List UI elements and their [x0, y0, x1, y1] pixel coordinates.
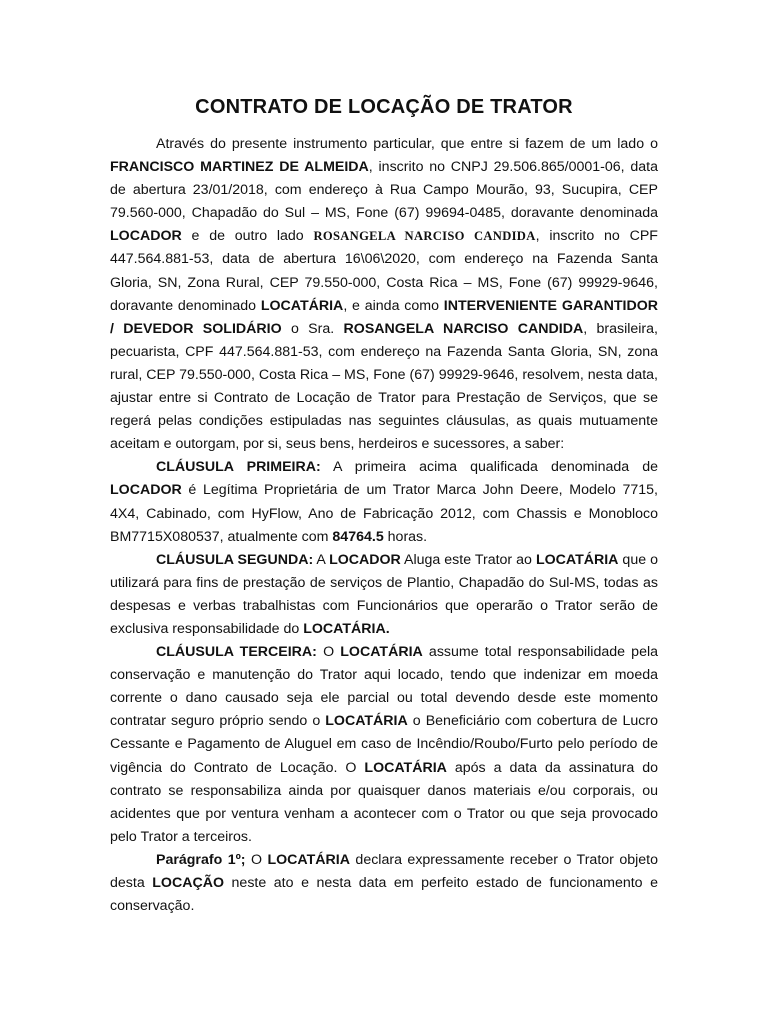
bold-text-run: LOCATÁRIA	[325, 713, 408, 730]
bold-text-run: Parágrafo 1º;	[156, 851, 246, 868]
text-run: O	[316, 644, 341, 661]
bold-text-run: LOCADOR	[110, 482, 182, 499]
text-run: Aluga este Trator ao	[400, 551, 536, 568]
paragraph-clause-first	[110, 456, 658, 548]
text-run: que o utilizará para fins de prestação de serviços de Plantio, Chapadão do Sul-MS, todas as despesas e verbas trabalhistas com Funcionários que operarão o Trator serão de exclusiva responsabilidade do	[110, 551, 658, 637]
text-run: declara expressamente receber o Trator objeto desta	[110, 851, 658, 891]
bold-text-run: LOCATÁRIA.	[303, 620, 390, 637]
text-run: assume total responsabilidade pela conservação e manutenção do Trator aqui locado, tendo que indenizar em moeda corrente o dano causado seja ele parcial ou total devendo desde este momento contratar seguro próprio sendo o	[110, 644, 658, 730]
text-run: é Legítima Proprietária de um Trator Marca John Deere, Modelo 7715, 4X4, Cabinado, com HyFlow, Ano de Fabricação 2012, com Chassis e Monobloco BM7715X080537, atualmente com	[110, 482, 658, 545]
bold-text-run: CLÁUSULA TERCEIRA:	[156, 644, 317, 661]
contract-page	[110, 96, 658, 918]
party-name-run: ROSANGELA NARCISO CANDIDA	[313, 229, 536, 244]
bold-text-run: LOCADOR	[110, 228, 182, 245]
text-run: , e ainda como	[343, 297, 444, 314]
bold-text-run: LOCATÁRIA	[260, 297, 344, 314]
text-run: , inscrito no CPF 447.564.881-53, data de abertura 16\06\2020, com endereço na Fazenda Santa Gloria, SN, Zona Rural, CEP 79.550-000, Costa Rica – MS, Fone (67) 99929-9646, doravante denominado	[110, 228, 658, 314]
text-run: , inscrito no CNPJ 29.506.865/0001-06, data de abertura 23/01/2018, com endereço à Rua Campo Mourão, 93, Sucupira, CEP 79.560-000, Chapadão do Sul – MS, Fone (67) 99694-0485, doravante denominada	[110, 159, 658, 222]
text-run: A primeira acima qualificada denominada de	[320, 459, 659, 476]
bold-text-run: 84764.5	[332, 528, 384, 545]
text-run: o Beneficiário com cobertura de Lucro Cessante e Pagamento de Aluguel em caso de Incêndio/Roubo/Furto pelo período de vigência do Contrato de Locação. O	[110, 713, 658, 776]
bold-text-run: LOCATÁRIA	[535, 551, 619, 568]
paragraph-clause-second	[110, 549, 658, 641]
text-run: Através do presente instrumento particular, que entre si fazem de um lado o	[156, 136, 658, 152]
text-run: , brasileira, pecuarista, CPF 447.564.881-53, com endereço na Fazenda Santa Gloria, SN, zona rural, CEP 79.550-000, Costa Rica – MS, Fone (67) 99929-9646, resolvem, nesta data, ajustar entre si Contrato de Locação de Trator para Prestação de Serviços, que se regerá pelas condições estipuladas nas seguintes cláusulas, as quais mutuamente aceitam e outorgam, por si, seus bens, herdeiros e sucessores, a saber:	[110, 320, 658, 453]
text-run: o Sra.	[281, 320, 344, 337]
text-run: O	[245, 851, 268, 868]
bold-text-run: LOCATÁRIA	[267, 851, 350, 868]
document-title: CONTRATO DE LOCAÇÃO DE TRATOR	[195, 96, 573, 118]
bold-text-run: INTERVENIENTE GARANTIDOR / DEVEDOR SOLIDÁRIO	[110, 297, 658, 337]
bold-text-run: ROSANGELA NARCISO CANDIDA	[343, 320, 584, 337]
text-run: e de outro lado	[181, 228, 314, 245]
bold-text-run: LOCAÇÃO	[152, 875, 224, 891]
paragraph-clause-third	[110, 641, 658, 849]
bold-text-run: CLÁUSULA SEGUNDA:	[156, 551, 314, 568]
bold-text-run: FRANCISCO MARTINEZ DE ALMEIDA	[110, 159, 369, 176]
bold-text-run: CLÁUSULA PRIMEIRA:	[156, 459, 321, 476]
bold-text-run: LOCATÁRIA	[364, 759, 447, 776]
text-run: após a data da assinatura do contrato se responsabiliza ainda por quaisquer danos materiais e/ou corporais, ou acidentes que por ventura venham a acontecer com o Trator ou que seja provocado pelo Trator a terceiros.	[110, 759, 658, 845]
text-run: A	[313, 551, 330, 568]
bold-text-run: LOCADOR	[329, 551, 401, 568]
bold-text-run: LOCATÁRIA	[340, 644, 423, 661]
paragraph-first-paragraph	[110, 849, 658, 918]
text-run: horas.	[383, 528, 428, 545]
paragraph-preamble	[110, 133, 658, 456]
text-run: neste ato e nesta data em perfeito estado de funcionamento e conservação.	[110, 875, 658, 915]
